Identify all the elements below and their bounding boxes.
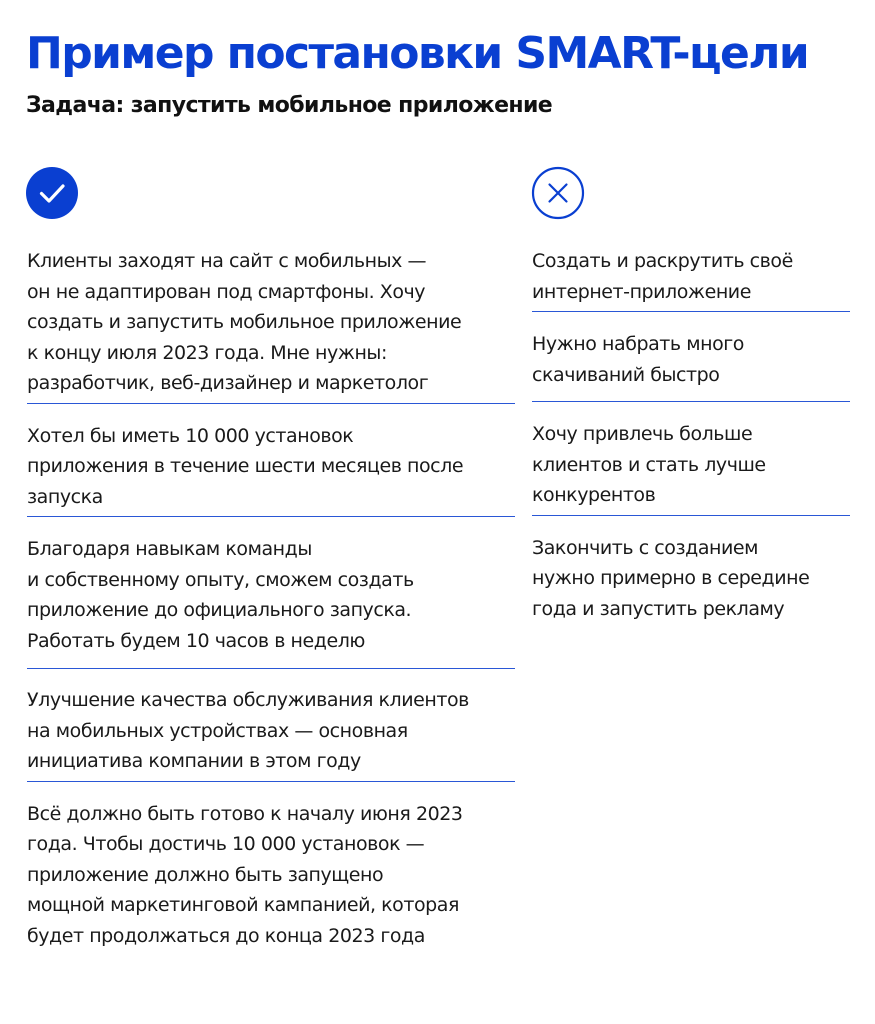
bad-example-item-text bbox=[532, 246, 850, 307]
good-example-item bbox=[27, 404, 515, 518]
text-line: Нужно набрать много bbox=[532, 333, 744, 355]
text-line: Всё должно быть готово к началу июня 2023 bbox=[27, 802, 463, 825]
task-subtitle: Задача: запустить мобильное приложение bbox=[26, 93, 553, 118]
text-line: клиентов и стать лучше bbox=[532, 453, 766, 476]
text-line: Закончить с созданием bbox=[532, 536, 759, 559]
text-line: конкурентов bbox=[532, 484, 656, 506]
text-line: приложение до официального запуска. bbox=[27, 599, 412, 621]
good-example-item-text bbox=[27, 421, 515, 513]
text-line: Создать и раскрутить своё bbox=[532, 250, 793, 272]
text-line: к концу июля 2023 года. Мне нужны: bbox=[27, 341, 387, 364]
good-example-item-text bbox=[27, 534, 515, 656]
text-line: мощной маркетинговой кампанией, которая bbox=[27, 894, 459, 916]
text-line: Клиенты заходят на сайт с мобильных — bbox=[27, 250, 427, 272]
text-line: нужно примерно в середине bbox=[532, 567, 810, 589]
text-line: Благодаря навыкам команды bbox=[27, 538, 312, 560]
text-line: интернет-приложение bbox=[532, 280, 751, 303]
text-line: на мобильных устройствах — основная bbox=[27, 719, 408, 742]
text-line: года и запустить рекламу bbox=[532, 597, 785, 620]
check-circle-icon bbox=[25, 166, 79, 220]
bad-example-item bbox=[532, 402, 850, 516]
text-line: создать и запустить мобильное приложение bbox=[27, 311, 462, 333]
text-line: скачиваний быстро bbox=[532, 363, 720, 386]
bad-example-item-text bbox=[532, 419, 850, 511]
good-example-item bbox=[27, 246, 515, 404]
bad-example-item bbox=[532, 312, 850, 402]
good-example-item-text bbox=[27, 799, 515, 952]
good-example-item bbox=[27, 669, 515, 782]
x-circle-icon bbox=[531, 166, 585, 220]
text-line: запуска bbox=[27, 485, 103, 508]
text-line: Улучшение качества обслуживания клиентов bbox=[27, 689, 469, 711]
good-example-item bbox=[27, 782, 515, 952]
bad-example-item-text bbox=[532, 533, 850, 625]
text-line: Хотел бы иметь 10 000 установок bbox=[27, 424, 354, 447]
text-line: он не адаптирован под смартфоны. Хочу bbox=[27, 280, 426, 303]
bad-example-item bbox=[532, 246, 850, 312]
page-title: Пример постановки SMART-цели bbox=[26, 28, 809, 79]
text-line: будет продолжаться до конца 2023 года bbox=[27, 924, 425, 947]
bad-example-item-text bbox=[532, 329, 850, 390]
text-line: инициатива компании в этом году bbox=[27, 750, 361, 772]
good-example-item-text bbox=[27, 246, 515, 399]
text-line: приложения в течение шести месяцев после bbox=[27, 455, 464, 477]
text-line: и собственному опыту, сможем создать bbox=[27, 568, 414, 591]
bad-example-column bbox=[532, 246, 850, 624]
text-line: разработчик, веб-дизайнер и маркетолог bbox=[27, 372, 429, 394]
good-example-item-text bbox=[27, 685, 515, 777]
text-line: Работать будем 10 часов в неделю bbox=[27, 629, 365, 652]
good-example-column bbox=[27, 246, 515, 951]
bad-example-item bbox=[532, 516, 850, 625]
good-example-item bbox=[27, 517, 515, 669]
text-line: приложение должно быть запущено bbox=[27, 863, 384, 886]
text-line: Хочу привлечь больше bbox=[532, 423, 753, 445]
text-line: года. Чтобы достичь 10 000 установок — bbox=[27, 833, 425, 855]
